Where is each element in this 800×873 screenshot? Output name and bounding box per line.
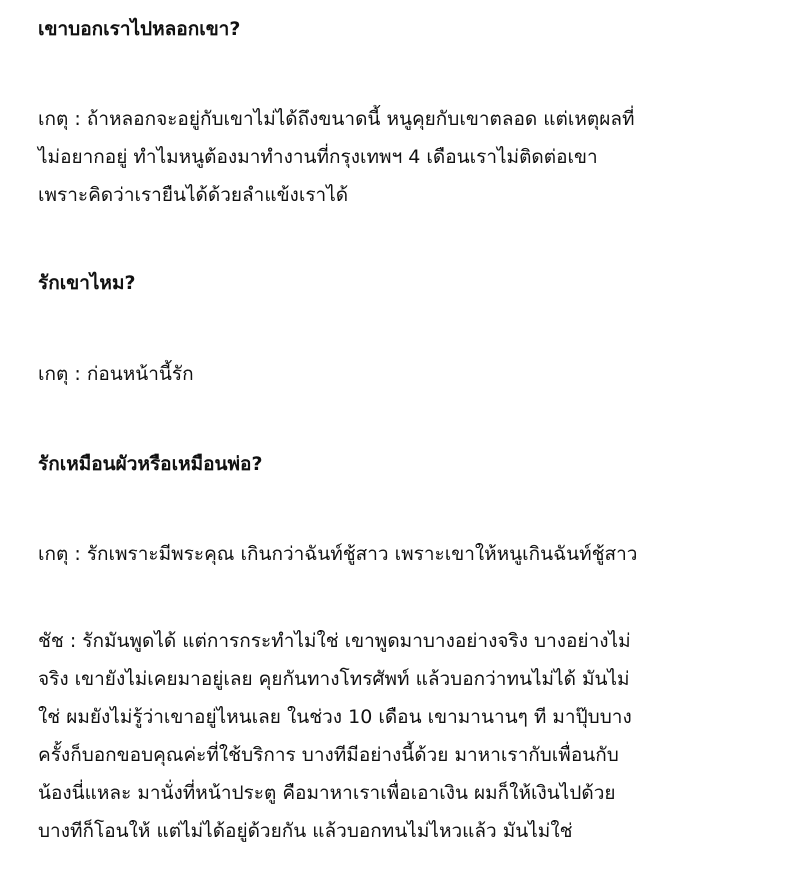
answer-line: ไม่อยากอยู่ ทำไมหนูต้องมาทำงานที่กรุงเทพฯ 4 เดือนเราไม่ติดต่อเขา (38, 146, 598, 168)
answer-line: ชัช : รักมันพูดได้ แต่การกระทำไม่ใช่ เขาพูดมาบางอย่างจริง บางอย่างไม่ (38, 630, 631, 652)
answer-line: เพราะคิดว่าเรายืนได้ด้วยลำแข้งเราได้ (38, 184, 349, 206)
answer-line: ครั้งก็บอกขอบคุณค่ะที่ใช้บริการ บางทีมีอย่างนี้ด้วย มาหาเรากับเพื่อนกับ (38, 744, 619, 766)
answer-line: น้องนี่แหละ มานั่งที่หน้าประตู คือมาหาเราเพื่อเอาเงิน ผมก็ให้เงินไปด้วย (38, 782, 616, 804)
answer-line: เกตุ : ก่อนหน้านี้รัก (38, 363, 194, 385)
answer-line: เกตุ : รักเพราะมีพระคุณ เกินกว่าฉันท์ชู้สาว เพราะเขาให้หนูเกินฉันท์ชู้สาว (38, 543, 638, 565)
question-heading: เขาบอกเราไปหลอกเขา? (38, 18, 241, 40)
answer-line: บางทีก็โอนให้ แต่ไม่ได้อยู่ด้วยกัน แล้วบอกทนไม่ไหวแล้ว มันไม่ใช่ (38, 820, 573, 842)
question-heading: รักเหมือนผัวหรือเหมือนพ่อ? (38, 453, 263, 475)
answer-line: เกตุ : ถ้าหลอกจะอยู่กับเขาไม่ได้ถึงขนาดนี้ หนูคุยกับเขาตลอด แต่เหตุผลที่ (38, 108, 635, 130)
answer-line: ใช่ ผมยังไม่รู้ว่าเขาอยู่ไหนเลย ในช่วง 10 เดือน เขามานานๆ ที มาปุ๊บบาง (38, 706, 632, 728)
answer-line: จริง เขายังไม่เคยมาอยู่เลย คุยกันทางโทรศัพท์ แล้วบอกว่าทนไม่ได้ มันไม่ (38, 668, 630, 690)
question-heading: รักเขาไหม? (38, 272, 136, 294)
